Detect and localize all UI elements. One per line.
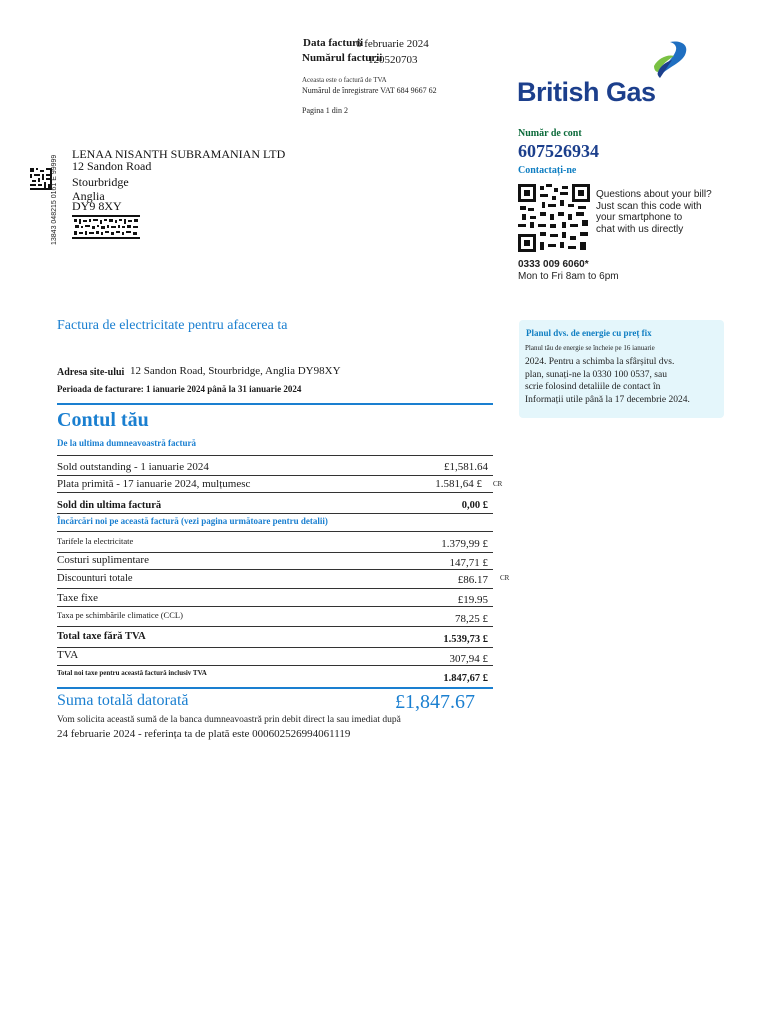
phone-block	[518, 259, 619, 283]
table-row: TVA 307,94 £	[57, 648, 493, 666]
site-address-label: Adresa site-ului	[57, 367, 125, 378]
address-line-2: Stourbridge	[72, 175, 129, 189]
brand-logo-text: British Gas	[517, 77, 656, 107]
plan-panel-title: Planul dvs. de energie cu preț fix	[526, 328, 652, 338]
table-row: Total taxe fără TVA 1.539,73 £	[57, 627, 493, 648]
table-row: Sold din ultima factură 0,00 £	[57, 493, 493, 514]
invoice-date-value: 6 februarie 2024	[356, 38, 429, 50]
table-row: Total noi taxe pentru această factură inclusiv TVA 1.847,67 £	[57, 666, 493, 689]
barcode-text: 13843 048215 0161 E 99999	[51, 154, 58, 245]
opening-hours: Mon to Fri 8am to 6pm	[518, 271, 619, 282]
credit-marker: CR	[493, 480, 503, 488]
billing-period: Perioada de facturare: 1 ianuarie 2024 până la 31 ianuarie 2024	[57, 384, 302, 394]
total-due-amount: £1,847.67	[395, 691, 475, 713]
bill-title: Factura de electricitate pentru afacerea ta	[57, 318, 288, 333]
phone-number[interactable]: 0333 009 6060*	[518, 259, 589, 270]
invoice-number-label: Numărul facturii	[302, 52, 383, 64]
plan-panel-intro: Planul tău de energie se încheie pe 16 ianuarie	[525, 344, 655, 352]
since-last-bill-heading: De la ultima dumneavoastră factură	[57, 438, 196, 448]
table-row: Taxe fixe £19.95	[57, 589, 493, 607]
table-row: Costuri suplimentare 147,71 £	[57, 552, 493, 570]
account-number-label: Număr de cont	[518, 128, 582, 139]
table-row: Taxa pe schimbările climatice (CCL) 78,25 £	[57, 607, 493, 627]
site-address-value: 12 Sandon Road, Stourbridge, Anglia DY98XY	[130, 365, 341, 377]
table-row: Discounturi totale £86.17	[57, 570, 493, 589]
your-account-title: Contul tău	[57, 409, 149, 431]
datamatrix-small	[30, 168, 52, 190]
address-line-4: DY9 8XY	[72, 199, 122, 213]
vat-registration: Numărul de înregistrare VAT 684 9667 62	[302, 86, 437, 95]
direct-debit-note: Vom solicita această sumă de la banca dumneavoastră prin debit direct la sau imediat după	[57, 715, 401, 725]
invoice-date-label: Data facturii	[303, 37, 364, 49]
section-divider	[57, 403, 493, 405]
contact-us-link[interactable]: Contactați-ne	[518, 165, 577, 176]
plan-panel-body: 2024. Pentru a schimba la sfârșitul dvs. plan, sunați-ne la 0330 100 0537, sau scrie folosind detaliile de contact în Informații utile până la 17 decembrie 2024.	[525, 357, 690, 405]
total-due-label: Suma totală datorată	[57, 692, 189, 709]
vat-note: Aceasta este o factură de TVA	[302, 76, 387, 84]
postal-barcode	[72, 215, 140, 239]
british-gas-flame-icon	[640, 40, 690, 80]
page-indicator: Pagina 1 din 2	[302, 106, 348, 115]
new-charges-heading: Încărcări noi pe această factură (vezi pagina următoare pentru detalii)	[57, 516, 328, 526]
qr-instructions: Questions about your bill? Just scan this code with your smartphone to chat with us directly	[596, 189, 712, 235]
address-line-3: Anglia	[72, 189, 105, 203]
chat-qr-code-icon[interactable]	[518, 184, 590, 252]
credit-marker: CR	[500, 574, 510, 582]
addressee-name: LENAA NISANTH SUBRAMANIAN LTD	[72, 147, 286, 161]
table-row: Tarifele la electricitate 1.379,99 £	[57, 531, 493, 553]
payment-reference: 24 februarie 2024 - referința ta de plată este 000602526994061119	[57, 728, 351, 740]
address-line-1: 12 Sandon Road	[72, 159, 152, 173]
invoice-number-value: 120520703	[368, 54, 418, 66]
account-number: 607526934	[518, 141, 599, 161]
fixed-price-plan-panel	[519, 320, 724, 418]
table-row: Plata primită - 17 ianuarie 2024, mulțumesc 1.581,64 £	[57, 475, 493, 493]
table-row: Sold outstanding - 1 ianuarie 2024 £1,581.64	[57, 455, 493, 476]
